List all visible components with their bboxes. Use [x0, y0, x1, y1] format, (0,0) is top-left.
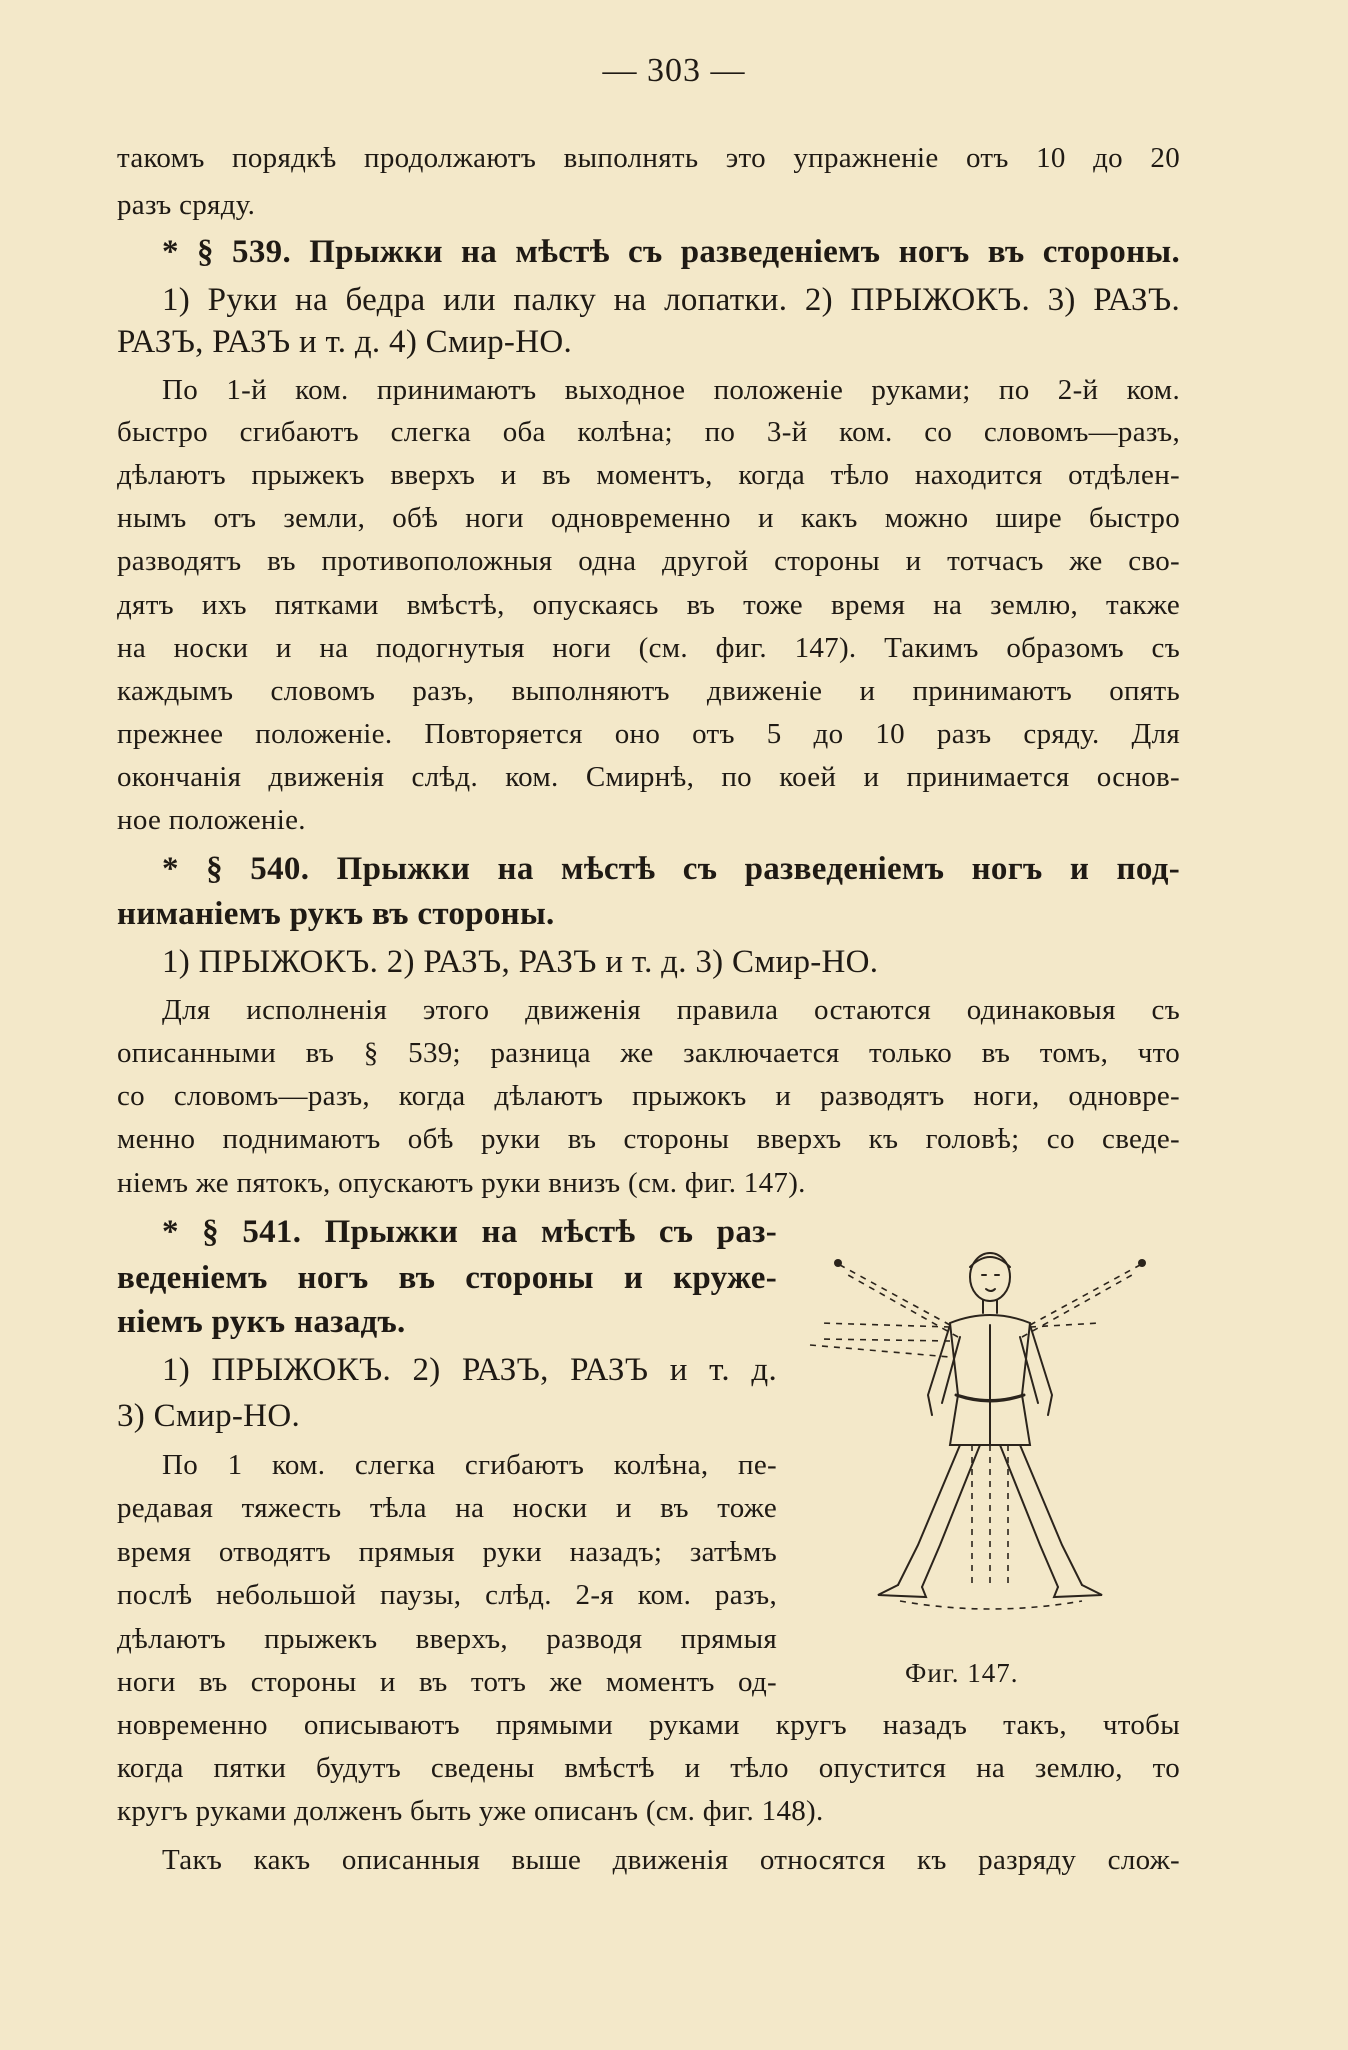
- text-line: РАЗЪ, РАЗЪ и т. д. 4) Смир-НО.: [117, 324, 573, 360]
- text-line: ноги въ стороны и въ тотъ же моментъ од-: [117, 1666, 777, 1698]
- figure-147-icon: [800, 1245, 1180, 1640]
- text-line: на носки и на подогнутыя ноги (см. фиг. 147). Такимъ образомъ съ: [117, 632, 1180, 664]
- text-line: * § 540. Прыжки на мѣстѣ съ разведеніемъ ногъ и под-: [162, 851, 1180, 887]
- text-line: быстро сгибаютъ слегка оба колѣна; по 3-й ком. со словомъ—разъ,: [117, 416, 1180, 448]
- text-line: По 1 ком. слегка сгибаютъ колѣна, пе-: [162, 1449, 777, 1481]
- text-line: ніемъ же пятокъ, опускаютъ руки внизъ (см. фиг. 147).: [117, 1167, 806, 1199]
- text-line: 1) ПРЫЖОКЪ. 2) РАЗЪ, РАЗЪ и т. д.: [162, 1352, 777, 1388]
- text-line: дѣлаютъ прыжекъ вверхъ, разводя прямыя: [117, 1623, 777, 1655]
- text-line: ніемъ рукъ назадъ.: [117, 1304, 406, 1340]
- text-line: время отводятъ прямыя руки назадъ; затѣмъ: [117, 1536, 777, 1568]
- text-line: каждымъ словомъ разъ, выполняютъ движеніе и принимаютъ опять: [117, 675, 1180, 707]
- figure-caption: Фиг. 147.: [905, 1658, 1019, 1688]
- text-line: послѣ небольшой паузы, слѣд. 2-я ком. разъ,: [117, 1579, 777, 1611]
- text-line: разводятъ въ противоположныя одна другой стороны и тотчасъ же сво-: [117, 545, 1180, 577]
- text-line: ниманіемъ рукъ въ стороны.: [117, 896, 555, 932]
- text-line: дятъ ихъ пятками вмѣстѣ, опускаясь въ тоже время на землю, также: [117, 589, 1180, 621]
- text-line: когда пятки будутъ сведены вмѣстѣ и тѣло опустится на землю, то: [117, 1752, 1180, 1784]
- text-line: прежнее положеніе. Повторяется оно отъ 5 до 10 разъ сряду. Для: [117, 718, 1180, 750]
- page-number: — 303 —: [602, 52, 746, 89]
- text-line: менно поднимаютъ обѣ руки въ стороны вверхъ къ головѣ; со сведе-: [117, 1123, 1180, 1155]
- text-line: дѣлаютъ прыжекъ вверхъ и въ моментъ, когда тѣло находится отдѣлен-: [117, 459, 1180, 491]
- text-line: описанными въ § 539; разница же заключается только въ томъ, что: [117, 1037, 1180, 1069]
- text-line: нымъ отъ земли, обѣ ноги одновременно и какъ можно шире быстро: [117, 502, 1180, 534]
- text-line: разъ сряду.: [117, 189, 256, 221]
- text-line: редавая тяжесть тѣла на носки и въ тоже: [117, 1492, 777, 1524]
- text-line: * § 541. Прыжки на мѣстѣ съ раз-: [162, 1214, 777, 1250]
- text-line: 1) Руки на бедра или палку на лопатки. 2) ПРЫЖОКЪ. 3) РАЗЪ.: [162, 282, 1180, 318]
- text-line: веденіемъ ногъ въ стороны и круже-: [117, 1260, 777, 1296]
- text-line: 3) Смир-НО.: [117, 1398, 300, 1434]
- text-line: такомъ порядкѣ продолжаютъ выполнять это упражненіе отъ 10 до 20: [117, 142, 1180, 174]
- text-line: кругъ руками долженъ быть уже описанъ (см. фиг. 148).: [117, 1795, 824, 1827]
- text-line: Такъ какъ описанныя выше движенія относятся къ разряду слож-: [162, 1844, 1180, 1876]
- text-line: Для исполненія этого движенія правила остаются одинаковыя съ: [162, 994, 1180, 1026]
- text-line: окончанія движенія слѣд. ком. Смирнѣ, по коей и принимается основ-: [117, 761, 1180, 793]
- text-line: со словомъ—разъ, когда дѣлаютъ прыжокъ и разводятъ ноги, одновре-: [117, 1080, 1180, 1112]
- text-line: новременно описываютъ прямыми руками кругъ назадъ такъ, чтобы: [117, 1709, 1180, 1741]
- text-line: ное положеніе.: [117, 804, 306, 836]
- text-line: 1) ПРЫЖОКЪ. 2) РАЗЪ, РАЗЪ и т. д. 3) Смир-НО.: [162, 944, 879, 980]
- text-line: По 1-й ком. принимаютъ выходное положеніе руками; по 2-й ком.: [162, 374, 1180, 406]
- text-line: * § 539. Прыжки на мѣстѣ съ разведеніемъ ногъ въ стороны.: [162, 234, 1180, 270]
